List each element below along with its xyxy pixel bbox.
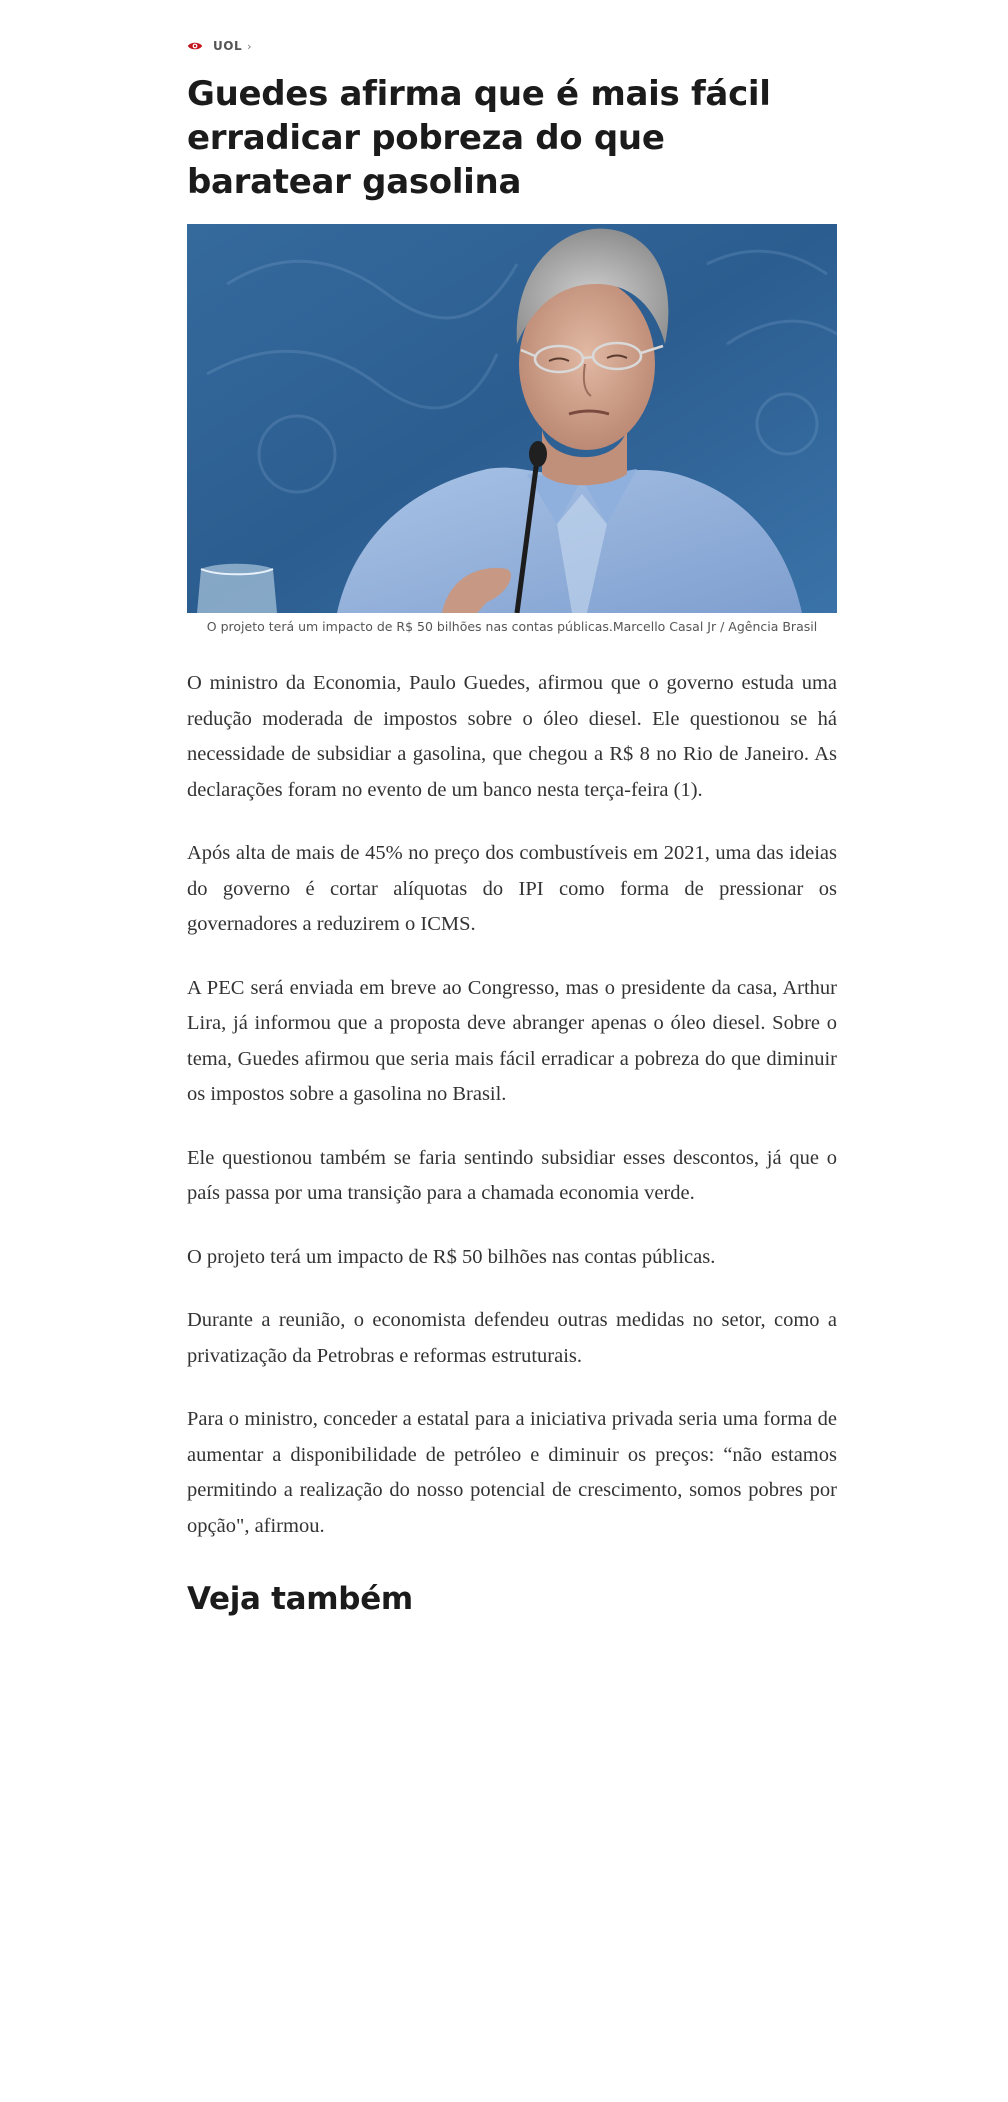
source-link[interactable] <box>187 36 252 56</box>
chevron-right-icon: › <box>247 39 252 53</box>
article-headline: Guedes afirma que é mais fácil erradicar pobreza do que baratear gasolina <box>187 74 771 202</box>
article-paragraph: Ele questionou também se faria sentindo subsidiar esses descontos, já que o país passa por uma transição para a chamada economia verde. <box>187 1146 837 1204</box>
article-paragraph: Durante a reunião, o economista defendeu outras medidas no setor, como a privatização da Petrobras e reformas estruturais. <box>187 1309 837 1367</box>
article-paragraph: O ministro da Economia, Paulo Guedes, afirmou que o governo estuda uma redução moderada de impostos sobre o óleo diesel. Ele questionou se há necessidade de subsidiar a gasolina, que chegou a R$ 8 no Rio de Janeiro. As declarações foram no evento de um banco nesta terça-feira (1). <box>187 672 837 801</box>
article-paragraph: O projeto terá um impacto de R$ 50 bilhões nas contas públicas. <box>187 1245 716 1268</box>
portrait-illustration <box>187 224 837 613</box>
image-caption: O projeto terá um impacto de R$ 50 bilhões nas contas públicas.Marcello Casal Jr / Agência Brasil <box>206 619 818 634</box>
source-name[interactable]: UOL <box>213 39 243 53</box>
see-also-heading: Veja também <box>187 1581 413 1617</box>
article-paragraph: Para o ministro, conceder a estatal para a iniciativa privada seria uma forma de aumentar a disponibilidade de petróleo e diminuir os preços: “não estamos permitindo a realização do nosso potencial de crescimento, somos pobres por opção", afirmou. <box>187 1408 837 1537</box>
eye-icon <box>187 41 203 51</box>
article-body <box>187 666 837 1572</box>
article-paragraph: A PEC será enviada em breve ao Congresso, mas o presidente da casa, Arthur Lira, já informou que a proposta deve abranger apenas o óleo diesel. Sobre o tema, Guedes afirmou que seria mais fácil erradicar a pobreza do que diminuir os impostos sobre a gasolina no Brasil. <box>187 976 837 1105</box>
article-paragraph: Após alta de mais de 45% no preço dos combustíveis em 2021, uma das ideias do governo é cortar alíquotas do IPI como forma de pressionar os governadores a reduzirem o ICMS. <box>187 842 837 935</box>
article-photo <box>187 224 837 613</box>
